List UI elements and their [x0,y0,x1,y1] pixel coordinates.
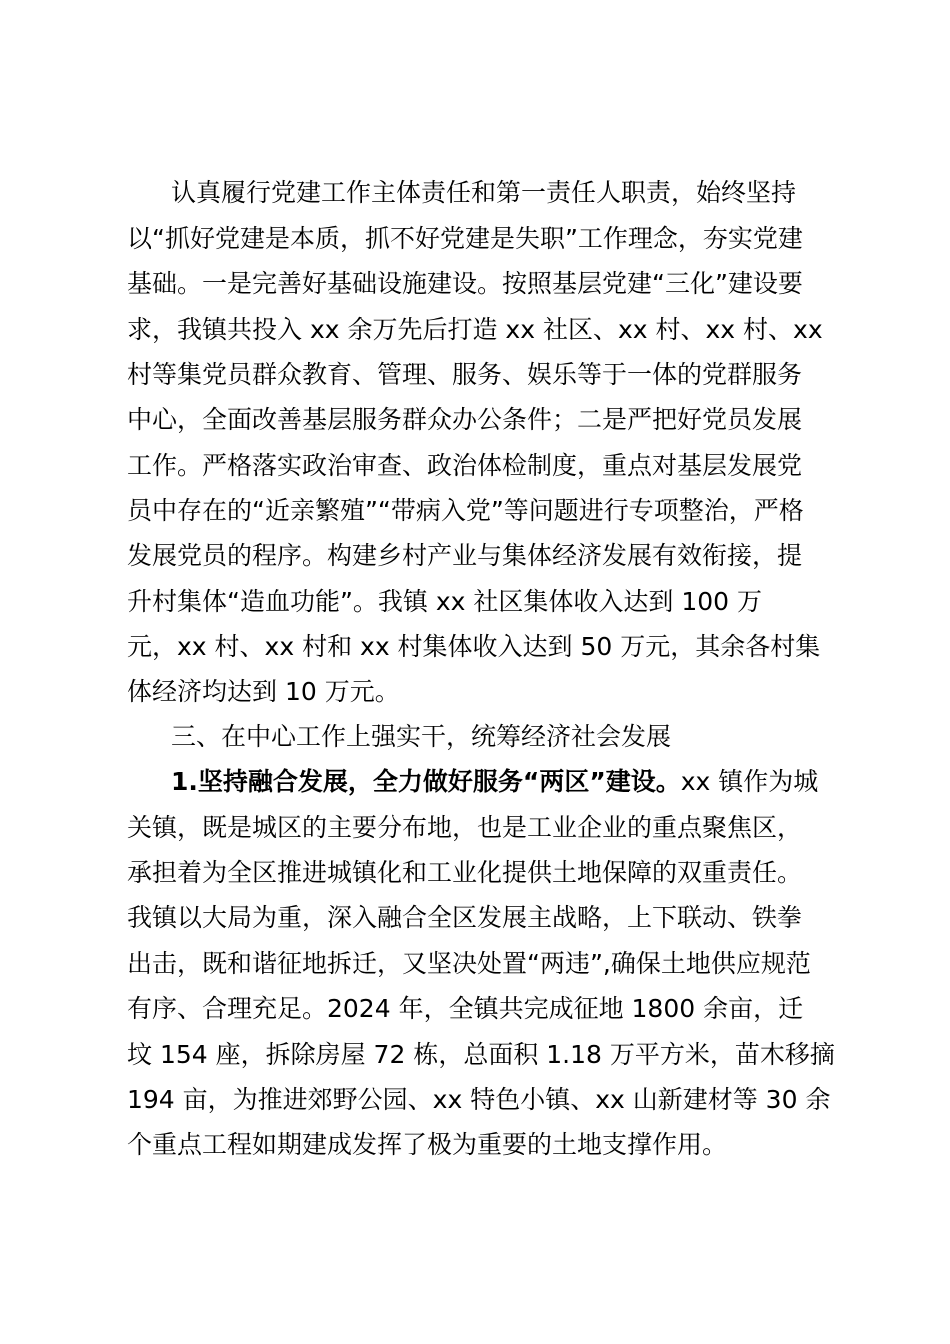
paragraph-line: 元，xx 村、xx 村和 xx 村集体收入达到 50 万元，其余各村集 [127,632,821,661]
paragraph-line: 个重点工程如期建成发挥了极为重要的土地支撑作用。 [127,1130,728,1159]
paragraph-line: 基础。一是完善好基础设施建设。按照基层党建“三化”建设要 [127,269,803,298]
paragraph-line: 体经济均达到 10 万元。 [127,677,400,706]
paragraph-line: 出击，既和谐征地拆迁，又坚决处置“两违”,确保土地供应规范 [127,949,811,978]
paragraph-line: 求，我镇共投入 xx 余万先后打造 xx 社区、xx 村、xx 村、xx [127,315,823,344]
paragraph-line: 194 亩，为推进郊野公园、xx 特色小镇、xx 山新建材等 30 余 [127,1085,831,1114]
paragraph-line [171,767,818,797]
paragraph-line: 以“抓好党建是本质，抓不好党建是失职”工作理念，夯实党建 [127,224,803,253]
paragraph-lead: 1.坚持融合发展，全力做好服务“两区”建设。 [171,767,681,796]
paragraph-line: 承担着为全区推进城镇化和工业化提供土地保障的双重责任。 [127,858,803,887]
paragraph-line: 中心，全面改善基层服务群众办公条件；二是严把好党员发展 [127,405,803,434]
paragraph-line: 我镇以大局为重，深入融合全区发展主战略，上下联动、铁拳 [127,903,803,932]
paragraph-line: 有序、合理充足。2024 年，全镇共完成征地 1800 余亩，迁 [127,994,804,1023]
section-heading: 三、在中心工作上强实干，统筹经济社会发展 [171,722,672,751]
paragraph-line: 关镇，既是城区的主要分布地，也是工业企业的重点聚焦区， [127,813,803,842]
paragraph-line: 坟 154 座，拆除房屋 72 栋，总面积 1.18 万平方米，苗木移摘 [127,1040,835,1069]
paragraph-line: 工作。严格落实政治审查、政治体检制度，重点对基层发展党 [127,451,803,480]
paragraph-line: 升村集体“造血功能”。我镇 xx 社区集体收入达到 100 万 [127,587,762,616]
paragraph-line: 村等集党员群众教育、管理、服务、娱乐等于一体的党群服务 [127,360,803,389]
paragraph-line: 认真履行党建工作主体责任和第一责任人职责，始终坚持 [171,178,797,207]
paragraph-line: 发展党员的程序。构建乡村产业与集体经济发展有效衔接，提 [127,541,803,570]
paragraph-line: 员中存在的“近亲繁殖”“带病入党”等问题进行专项整治，严格 [127,496,804,525]
paragraph-line-rest: xx 镇作为城 [680,767,819,796]
